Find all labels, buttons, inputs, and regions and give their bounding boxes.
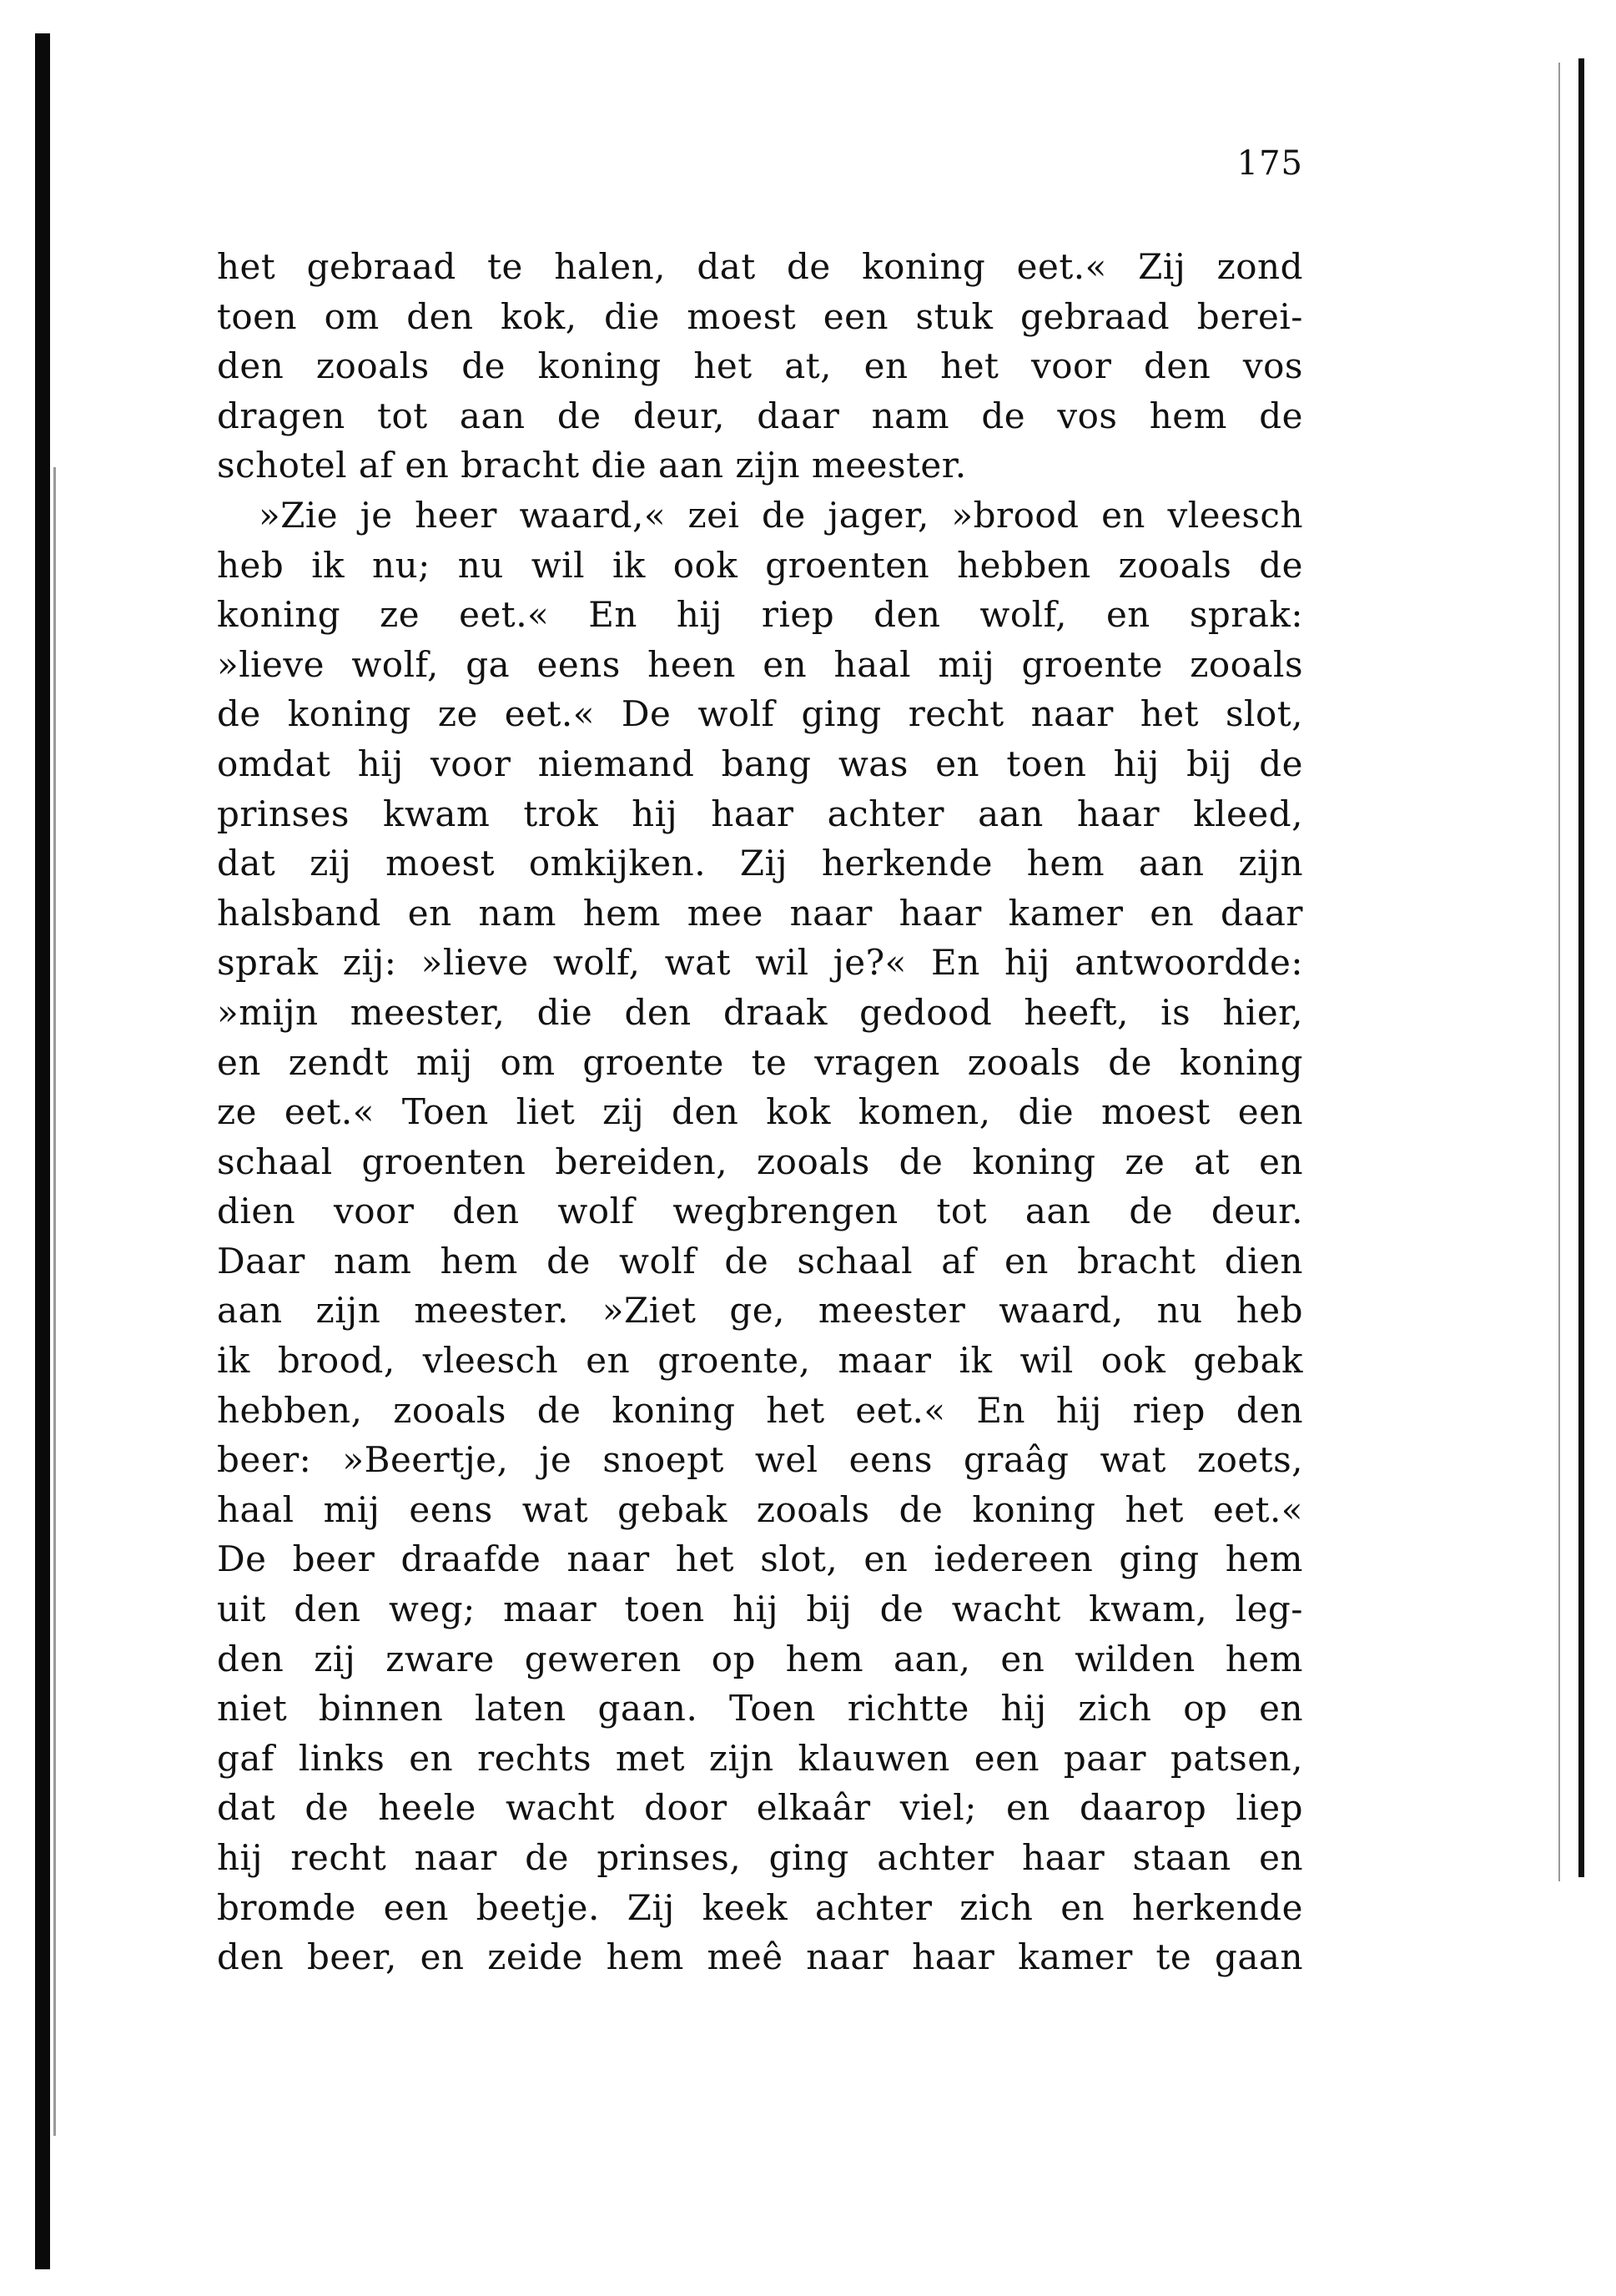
page-number: 175 <box>1236 144 1303 183</box>
text-line: het gebraad te halen, dat de koning eet.« Zij zond <box>217 246 1303 287</box>
scan-binding-shadow-left <box>53 467 56 2136</box>
text-line: de koning ze eet.« De wolf ging recht naar het slot, <box>217 693 1303 735</box>
text-line: hebben, zooals de koning het eet.« En hij riep den <box>217 1389 1303 1431</box>
text-line: uit den weg; maar toen hij bij de wacht kwam, leg- <box>217 1589 1303 1630</box>
scan-binding-edge-left <box>35 33 50 2269</box>
text-line: den zij zware geweren op hem aan, en wilden hem <box>217 1638 1303 1679</box>
text-line: schaal groenten bereiden, zooals de koning ze at en <box>217 1140 1303 1182</box>
text-line: hij recht naar de prinses, ging achter haar staan en <box>217 1837 1303 1878</box>
text-line: schotel af en bracht die aan zijn meester. <box>217 445 967 486</box>
text-line: gaf links en rechts met zijn klauwen een paar patsen, <box>217 1737 1303 1779</box>
text-line: »Zie je heer waard,« zei de jager, »brood en vleesch <box>259 494 1303 536</box>
text-line: dien voor den wolf wegbrengen tot aan de deur. <box>217 1191 1303 1232</box>
text-line: ze eet.« Toen liet zij den kok komen, die moest een <box>217 1091 1303 1133</box>
scan-page-edge-right <box>1578 58 1584 1877</box>
text-line: »mijn meester, die den draak gedood heeft, is hier, <box>217 991 1303 1033</box>
text-line: dat zij moest omkijken. Zij herkende hem aan zijn <box>217 843 1303 884</box>
text-line: sprak zij: »lieve wolf, wat wil je?« En hij antwoordde: <box>217 942 1303 984</box>
text-line: halsband en nam hem mee naar haar kamer en daar <box>217 892 1303 934</box>
text-line: niet binnen laten gaan. Toen richtte hij zich op en <box>217 1688 1303 1730</box>
text-line: koning ze eet.« En hij riep den wolf, en sprak: <box>217 594 1303 636</box>
text-line: bromde een beetje. Zij keek achter zich en herkende <box>217 1886 1303 1928</box>
text-line: toen om den kok, die moest een stuk gebraad berei- <box>217 295 1303 337</box>
text-line: beer: »Beertje, je snoept wel eens graâg wat zoets, <box>217 1439 1303 1481</box>
text-line: omdat hij voor niemand bang was en toen hij bij de <box>217 743 1303 784</box>
text-line: De beer draafde naar het slot, en iedereen ging hem <box>217 1538 1303 1580</box>
text-line: den beer, en zeide hem meê naar haar kamer te gaan <box>217 1936 1303 1978</box>
text-line: prinses kwam trok hij haar achter aan haar kleed, <box>217 793 1303 834</box>
text-line: »lieve wolf, ga eens heen en haal mij groente zooals <box>217 643 1303 685</box>
body-text <box>217 242 1303 1982</box>
text-line: haal mij eens wat gebak zooals de koning het eet.« <box>217 1488 1303 1530</box>
scan-page-edge-right-inner <box>1558 63 1560 1881</box>
text-line: en zendt mij om groente te vragen zooals de koning <box>217 1041 1303 1083</box>
text-line: ik brood, vleesch en groente, maar ik wil ook gebak <box>217 1340 1303 1382</box>
text-line: Daar nam hem de wolf de schaal af en bracht dien <box>217 1240 1303 1281</box>
text-line: heb ik nu; nu wil ik ook groenten hebben zooals de <box>217 544 1303 586</box>
text-line: dat de heele wacht door elkaâr viel; en daarop liep <box>217 1787 1303 1829</box>
text-line: dragen tot aan de deur, daar nam de vos hem de <box>217 395 1303 436</box>
text-line: den zooals de koning het at, en het voor den vos <box>217 345 1303 387</box>
text-line: aan zijn meester. »Ziet ge, meester waard, nu heb <box>217 1290 1303 1332</box>
